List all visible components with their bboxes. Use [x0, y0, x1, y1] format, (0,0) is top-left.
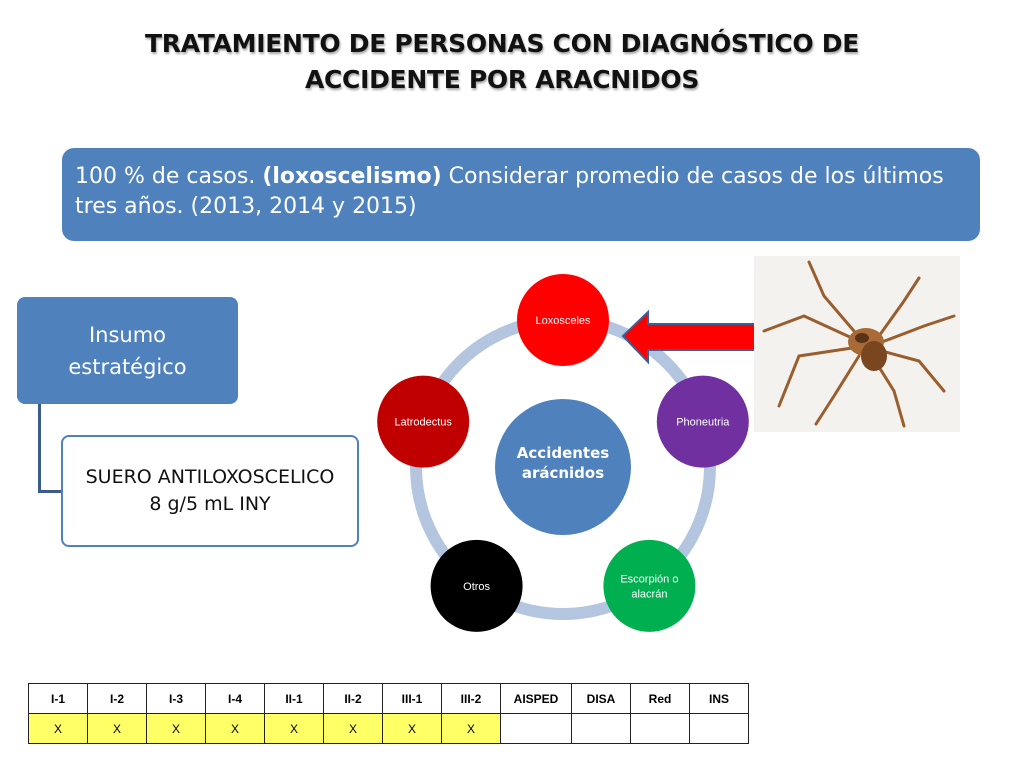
cycle-node-label [463, 581, 490, 593]
level-header-cell: III-2 [442, 684, 501, 714]
red-arrow-icon [620, 310, 760, 366]
level-mark-cell [501, 714, 572, 744]
page-title [62, 26, 942, 98]
level-header-cell: Red [631, 684, 690, 714]
cycle-node-label-line: Escorpión o [620, 573, 679, 586]
level-header-cell: DISA [572, 684, 631, 714]
cycle-center-label-line: Accidentes [516, 444, 610, 462]
cycle-node-label [535, 315, 591, 327]
level-header-cell: I-2 [88, 684, 147, 714]
level-mark-cell [631, 714, 690, 744]
cycle-node-label-line: Phoneutria [676, 416, 730, 429]
level-header-cell: III-1 [383, 684, 442, 714]
level-header-cell: I-4 [206, 684, 265, 714]
spider-photo [754, 256, 960, 432]
info-text-part-1: 100 % de casos. [75, 164, 263, 189]
level-mark-cell: X [442, 714, 501, 744]
level-mark-cell: X [324, 714, 383, 744]
cycle-node-escorpion [603, 540, 695, 632]
cycle-node-label [676, 417, 730, 429]
level-header-cell: II-2 [324, 684, 383, 714]
info-text-part-2: Considerar promedio de casos de los últimos tres años. (2013, 2014 y 2015) [75, 164, 944, 219]
levels-table-mark-row [29, 714, 749, 744]
info-box [62, 148, 980, 241]
levels-table-header-row [29, 684, 749, 714]
page-title-line-1: TRATAMIENTO DE PERSONAS CON DIAGNÓSTICO DE [145, 29, 859, 58]
level-header-cell: I-1 [29, 684, 88, 714]
hierarchy-child-line-1: SUERO ANTILOXOSCELICO [85, 466, 335, 488]
level-mark-cell [572, 714, 631, 744]
hierarchy-child-box [61, 435, 359, 547]
level-mark-cell: X [383, 714, 442, 744]
cycle-node-label-line: Loxosceles [535, 315, 591, 327]
cycle-node-label [394, 417, 452, 429]
cycle-node-label-line: Otros [463, 580, 491, 593]
level-mark-cell [690, 714, 749, 744]
hierarchy-connector [38, 404, 63, 493]
hierarchy-parent-label: Insumo estratégico [68, 322, 187, 379]
hierarchy-parent-box [17, 297, 238, 404]
hierarchy-child-line-2: 8 g/5 mL INY [149, 493, 271, 515]
cycle-center-label-line: arácnidos [521, 464, 605, 482]
cycle-node-label-line: alacrán [631, 588, 668, 601]
level-header-cell: INS [690, 684, 749, 714]
level-mark-cell: X [147, 714, 206, 744]
level-header-cell: I-3 [147, 684, 206, 714]
page-title-line-2: ACCIDENTE POR ARACNIDOS [304, 65, 700, 94]
level-mark-cell: X [265, 714, 324, 744]
levels-table [28, 683, 749, 744]
level-mark-cell: X [29, 714, 88, 744]
level-header-cell: II-1 [265, 684, 324, 714]
level-mark-cell: X [206, 714, 265, 744]
level-header-cell: AISPED [501, 684, 572, 714]
cycle-node-label-line: Latrodectus [394, 416, 452, 429]
info-text-bold: (loxoscelismo) [262, 164, 442, 189]
level-mark-cell: X [88, 714, 147, 744]
